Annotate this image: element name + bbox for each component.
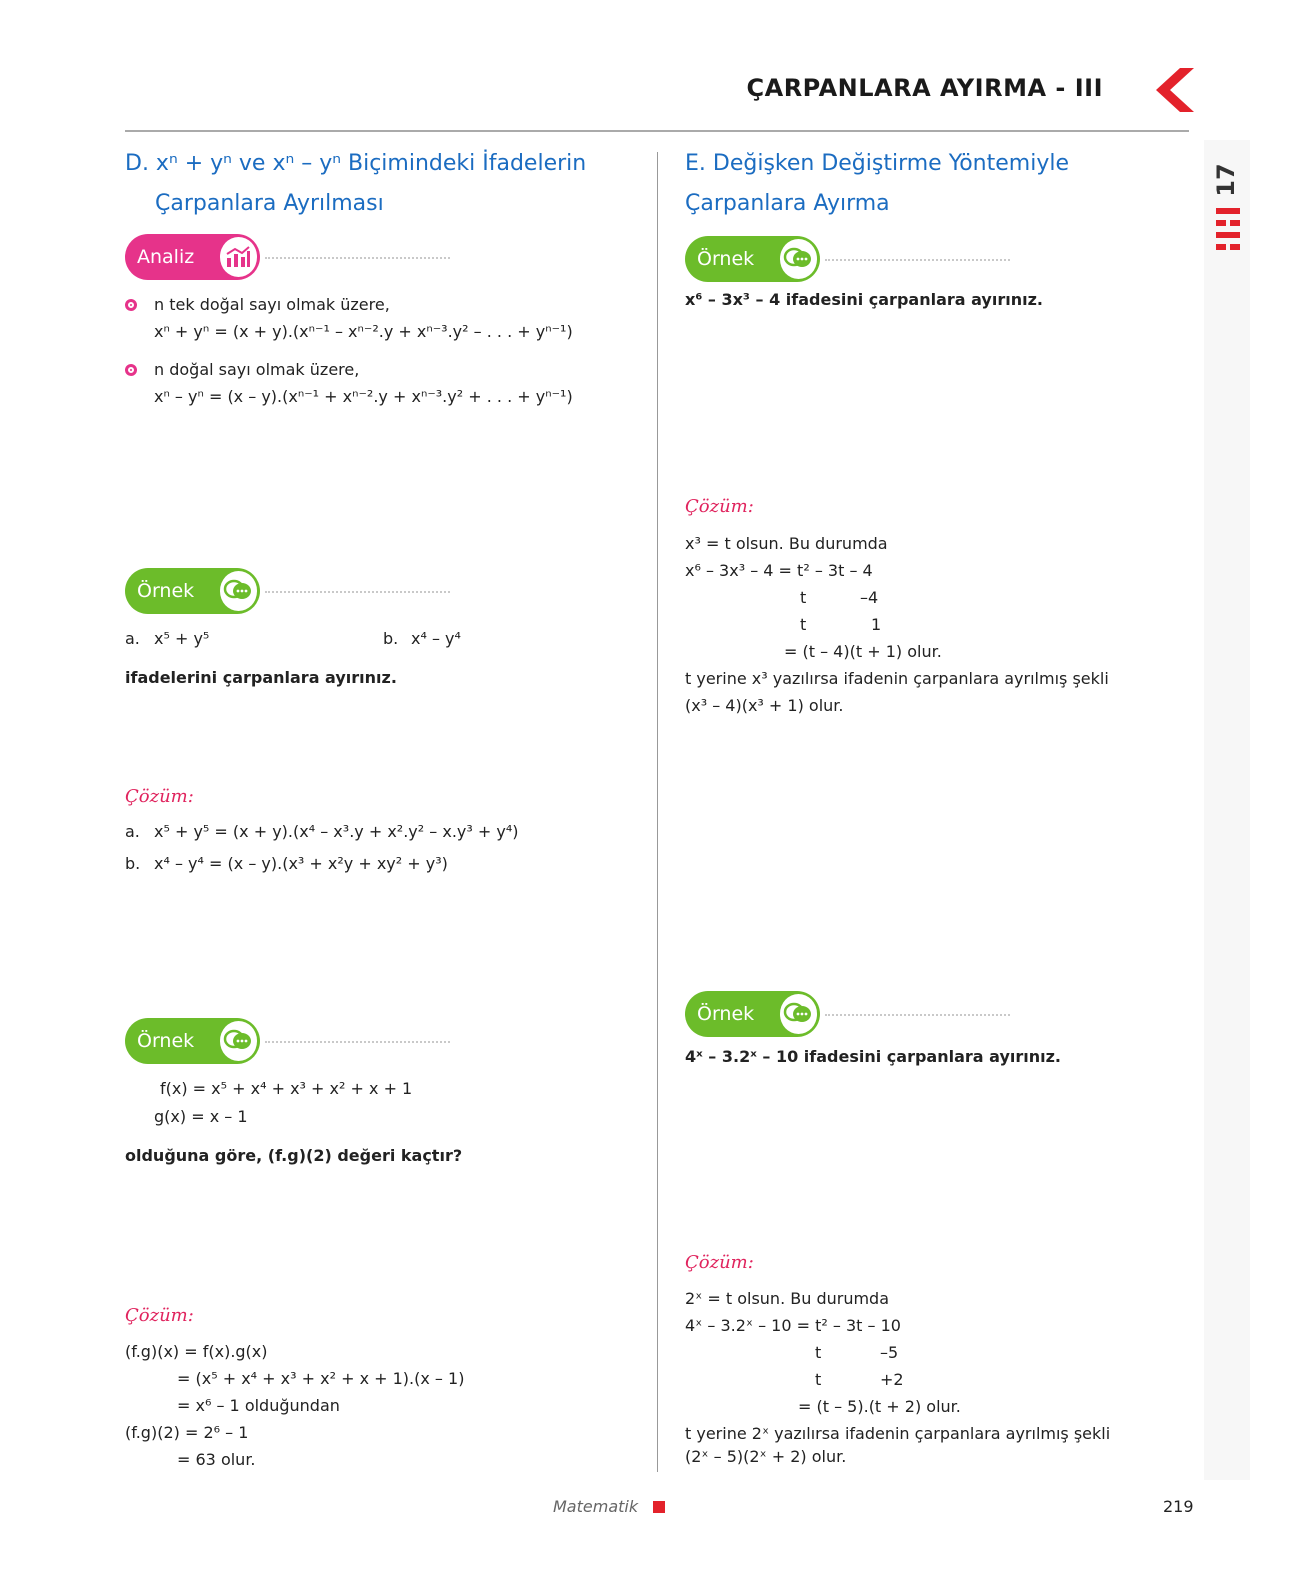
solution-line: x³ = t olsun. Bu durumda <box>685 534 888 553</box>
solution-label: Çözüm: <box>125 1305 194 1326</box>
bullet-icon <box>125 364 137 376</box>
ornek-badge <box>125 568 260 614</box>
dotted-line <box>825 1014 1010 1016</box>
chat-bubble-icon <box>220 571 258 611</box>
solution-conclusion: t yerine 2ˣ yazılırsa ifadenin çarpanlara ayrılmış şekli <box>685 1424 1111 1443</box>
ornek-label: Örnek <box>137 580 195 602</box>
analiz-badge <box>125 234 260 280</box>
factor-table-cell: 1 <box>871 615 882 634</box>
dotted-line <box>265 1041 450 1043</box>
factor-table-cell: t <box>800 615 807 634</box>
ornek-label: Örnek <box>697 1003 755 1025</box>
example-question: olduğuna göre, (f.g)(2) değeri kaçtır? <box>125 1146 463 1165</box>
chat-bubble-icon <box>780 239 818 279</box>
solution-line: 2ˣ = t olsun. Bu durumda <box>685 1289 890 1308</box>
footer-subject: Matematik <box>553 1497 639 1516</box>
option-a-expression: x⁵ + y⁵ <box>154 629 210 648</box>
solution-label: Çözüm: <box>685 496 754 517</box>
solution-line: 4ˣ – 3.2ˣ – 10 = t² – 3t – 10 <box>685 1316 901 1335</box>
dotted-line <box>825 259 1010 261</box>
solution-line: = (x⁵ + x⁴ + x³ + x² + x + 1).(x – 1) <box>177 1369 465 1388</box>
factor-table-cell: +2 <box>880 1370 904 1389</box>
solution-a: x⁵ + y⁵ = (x + y).(x⁴ – x³.y + x².y² – x.y³ + y⁴) <box>154 822 519 841</box>
chevron-left-icon <box>1150 66 1194 114</box>
solution-a-label: a. <box>125 822 140 841</box>
solution-label: Çözüm: <box>125 786 194 807</box>
solution-label: Çözüm: <box>685 1252 754 1273</box>
factor-table-cell: –4 <box>860 588 879 607</box>
ornek-label: Örnek <box>137 1030 195 1052</box>
factor-table-cell: –5 <box>880 1343 899 1362</box>
analiz-item-2-line1: n doğal sayı olmak üzere, <box>154 360 360 379</box>
square-icon <box>653 1501 665 1513</box>
solution-line: (f.g)(x) = f(x).g(x) <box>125 1342 268 1361</box>
solution-conclusion: (x³ – 4)(x³ + 1) olur. <box>685 696 844 715</box>
dotted-line <box>265 257 450 259</box>
chart-icon <box>220 237 258 277</box>
column-divider <box>657 152 658 1472</box>
function-g: g(x) = x – 1 <box>154 1107 248 1126</box>
side-strip <box>1204 140 1250 1480</box>
page-number: 219 <box>1163 1497 1194 1516</box>
solution-line: = 63 olur. <box>177 1450 256 1469</box>
solution-conclusion: (2ˣ – 5)(2ˣ + 2) olur. <box>685 1447 847 1466</box>
solution-result: = (t – 5).(t + 2) olur. <box>798 1397 961 1416</box>
factor-table-cell: t <box>800 588 807 607</box>
chapter-number: 17 <box>1212 163 1240 197</box>
example-question: x⁶ – 3x³ – 4 ifadesini çarpanlara ayırınız. <box>685 290 1043 309</box>
header-divider <box>125 130 1189 132</box>
section-d-subtitle: Çarpanlara Ayrılması <box>155 191 384 216</box>
solution-line: (f.g)(2) = 2⁶ – 1 <box>125 1423 249 1442</box>
solution-line: = x⁶ – 1 olduğundan <box>177 1396 340 1415</box>
ornek-badge <box>685 991 820 1037</box>
example-question: 4ˣ – 3.2ˣ – 10 ifadesini çarpanlara ayırınız. <box>685 1047 1062 1066</box>
factor-table-cell: t <box>815 1343 822 1362</box>
ornek-label: Örnek <box>697 248 755 270</box>
ornek-badge <box>685 236 820 282</box>
factor-table-cell: t <box>815 1370 822 1389</box>
ornek-badge <box>125 1018 260 1064</box>
analiz-item-1-line1: n tek doğal sayı olmak üzere, <box>154 295 390 314</box>
solution-b: x⁴ – y⁴ = (x – y).(x³ + x²y + xy² + y³) <box>154 854 448 873</box>
option-a-label: a. <box>125 629 140 648</box>
solution-b-label: b. <box>125 854 141 873</box>
chapter-tab <box>1204 150 1250 260</box>
chat-bubble-icon <box>220 1021 258 1061</box>
section-e-subtitle: Çarpanlara Ayırma <box>685 191 890 216</box>
bullet-icon <box>125 299 137 311</box>
solution-line: x⁶ – 3x³ – 4 = t² – 3t – 4 <box>685 561 873 580</box>
option-b-expression: x⁴ – y⁴ <box>411 629 461 648</box>
example-instruction: ifadelerini çarpanlara ayırınız. <box>125 668 397 687</box>
analiz-label: Analiz <box>137 246 195 268</box>
section-e-title: E. Değişken Değiştirme Yöntemiyle <box>685 151 1069 176</box>
dotted-line <box>265 591 450 593</box>
page-title: ÇARPANLARA AYIRMA - III <box>746 74 1103 102</box>
analiz-item-1-formula: xⁿ + yⁿ = (x + y).(xⁿ⁻¹ – xⁿ⁻².y + xⁿ⁻³.y² – . . . + yⁿ⁻¹) <box>154 322 573 341</box>
analiz-item-2-formula: xⁿ – yⁿ = (x – y).(xⁿ⁻¹ + xⁿ⁻².y + xⁿ⁻³.y² + . . . + yⁿ⁻¹) <box>154 387 573 406</box>
section-d-title: D. xⁿ + yⁿ ve xⁿ – yⁿ Biçimindeki İfadelerin <box>125 151 587 176</box>
option-b-label: b. <box>383 629 399 648</box>
function-f: f(x) = x⁵ + x⁴ + x³ + x² + x + 1 <box>160 1079 413 1098</box>
solution-conclusion: t yerine x³ yazılırsa ifadenin çarpanlara ayrılmış şekli <box>685 669 1109 688</box>
chat-bubble-icon <box>780 994 818 1034</box>
solution-result: = (t – 4)(t + 1) olur. <box>784 642 942 661</box>
